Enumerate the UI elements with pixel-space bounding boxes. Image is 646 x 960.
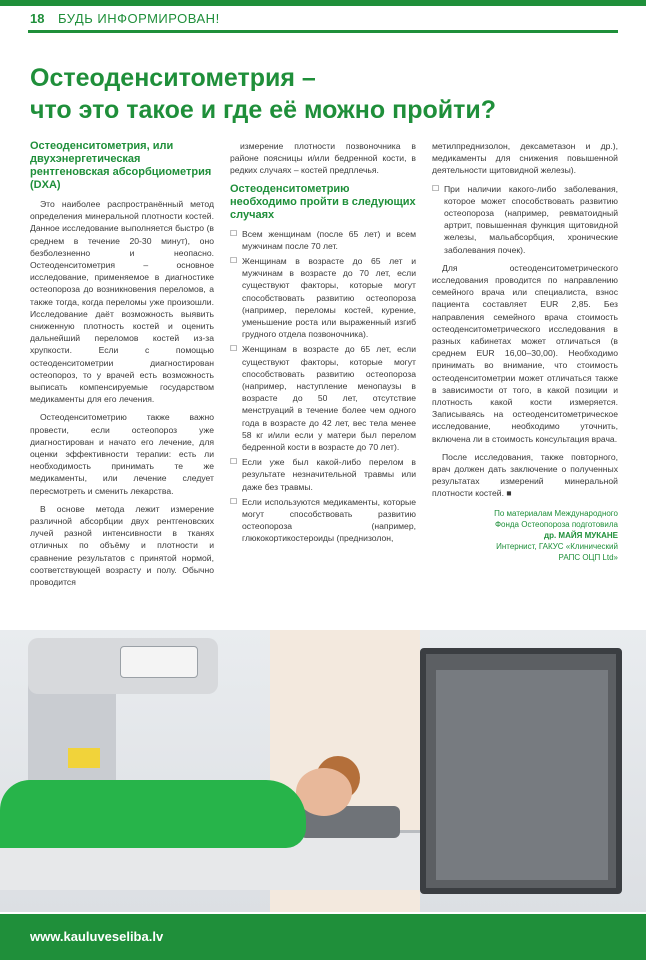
credit-line: Фонда Остеопороза подготовила <box>494 519 618 529</box>
page-header <box>0 0 646 44</box>
col3-paragraph-1: метилпреднизолон, дексаметазон и др.), медикаменты для снижения повышенной деятельности щитовидной железы). <box>432 141 618 176</box>
website-link[interactable]: www.kauluveseliba.lv <box>30 929 164 944</box>
article-title <box>30 62 620 126</box>
credit-line: Интернист, ГАКУС «Клинический <box>496 541 618 551</box>
article-credit <box>432 508 618 563</box>
col3-paragraph-2: Для остеоденситометрического исследования проводится по направлению семейного врача или специалиста, взнос пациента составляет EUR 2,85. Без направления семейного врача стоимость остеоденситометрического исследования в разных кабинетах может отличаться (в среднем EUR 16,00–30,00). Необходимо принимать во внимание, что стоимость остеоденситометрии может отличаться также в зависимости от того, в какой позиции и плотность какой кости измеряется. Записываясь на остеоденситометрическое исследование, необходимо уточнить, включена ли в стоимость консультация врача. <box>432 262 618 444</box>
list-item: ☐ Женщинам в возрасте до 65 лет и мужчинам в возрасте до 70 лет, если существуют факторы, которые могут способствовать развитию остеопороза (например, переломы костей, курение, уменьшение роста или выраженный изгиб грудного отдела позвоночника). <box>230 255 416 340</box>
credit-line: РАПС ОЦП Ltd» <box>558 552 618 562</box>
credit-line: По материалам Международного <box>494 508 618 518</box>
title-line-1: Остеоденситометрия – <box>30 64 316 92</box>
scanner-control-panel <box>120 646 198 678</box>
header-rule <box>28 30 618 33</box>
col1-paragraph-3: В основе метода лежит измерение различной абсорбции двух рентгеновских лучей разной интенсивности в тканях отличных по объёму и плотности и сравнение результатов с принятой нормой, соответствующей возрасту и полу. Обычно проводится <box>30 503 214 588</box>
column-2 <box>230 140 416 551</box>
list-item: ☐ Если уже был какой-либо перелом в результате незначительной травмы или даже без травмы. <box>230 456 416 493</box>
list-item: ☐ Всем женщинам (после 65 лет) и всем мужчинам после 70 лет. <box>230 228 416 252</box>
column-3 <box>432 140 618 563</box>
indications-list <box>230 228 416 545</box>
list-item: ☐ Женщинам в возрасте до 65 лет, если существуют факторы, которые могут способствовать развитию остеопороза (например, наступление менопаузы в возрасте до 50 лет, отсутствие менструаций в течение более чем одного года в возрасте до 42 лет, вес тела менее 58 кг и/или если у матери был перелом бедренной кости в возрасте до 70 лет). <box>230 343 416 453</box>
densitometry-photo <box>0 630 646 912</box>
section-name: БУДЬ ИНФОРМИРОВАН! <box>58 11 220 26</box>
title-line-2: что это такое и где её можно пройти? <box>30 96 496 124</box>
col1-paragraph-1: Это наиболее распространённый метод определения минеральной плотности костей. Данное исследование выполняется быстро (в среднем в течение 20-30 минут), оно безболезненно и неопасно. Остеоденситометрия – основное исследование, применяемое в диагностике остеопороза до возникновения переломов, а также тогда, когда переломы уже произошли. Исследование даёт возможность выявить сниженную плотность костей и оценить дальнейший переломов костей из-за хрупкости. Если с помощью остеоденситометрии диагностирован остеопороз, то у врачей есть возможность выписать компенсируемые государством медикаменты для его лечения. <box>30 199 214 405</box>
col2-paragraph-1: измерение плотности позвоночника в районе поясницы и/или бедренной кости, в редких случаях – костей предплечья. <box>230 141 416 176</box>
monitor-screen <box>436 670 608 880</box>
header-band <box>0 0 646 6</box>
page-number: 18 <box>30 11 45 26</box>
list-item: ☐ При наличии какого-либо заболевания, которое может способствовать развитию остеопороза (например, ревматоидный артрит, повышенная функция щитовидной железы, мальабсорбция, хронические заболевания почек). <box>432 183 618 256</box>
column-1 <box>30 140 214 594</box>
list-item: ☐ Если используются медикаменты, которые могут способствовать развитию остеопороза (например, глюкокортикостероиды (преднизолон, <box>230 496 416 545</box>
col2-heading: Остеоденситометрию необходимо пройти в следующих случаях <box>230 182 416 221</box>
patient-gown <box>0 780 306 848</box>
credit-author: др. МАЙЯ МУКАНЕ <box>544 530 618 540</box>
indications-list-continued <box>432 183 618 256</box>
col1-paragraph-2: Остеоденситометрию также важно провести, если остеопороз уже диагностирован и начато его лечение, для оценки эффективности терапии: есть ли необходимость принимать те же медикаменты, или лечение следует пересмотреть и сменить лекарства. <box>30 412 214 496</box>
warning-sticker <box>68 748 100 768</box>
col3-paragraph-3: После исследования, также повторного, врач должен дать заключение о полученных результатах измерений минеральной плотности костей. ■ <box>432 451 618 499</box>
col1-heading: Остеоденситометрия, или двухэнергетическая рентгеновская абсорбциометрия (DXA) <box>30 140 212 191</box>
